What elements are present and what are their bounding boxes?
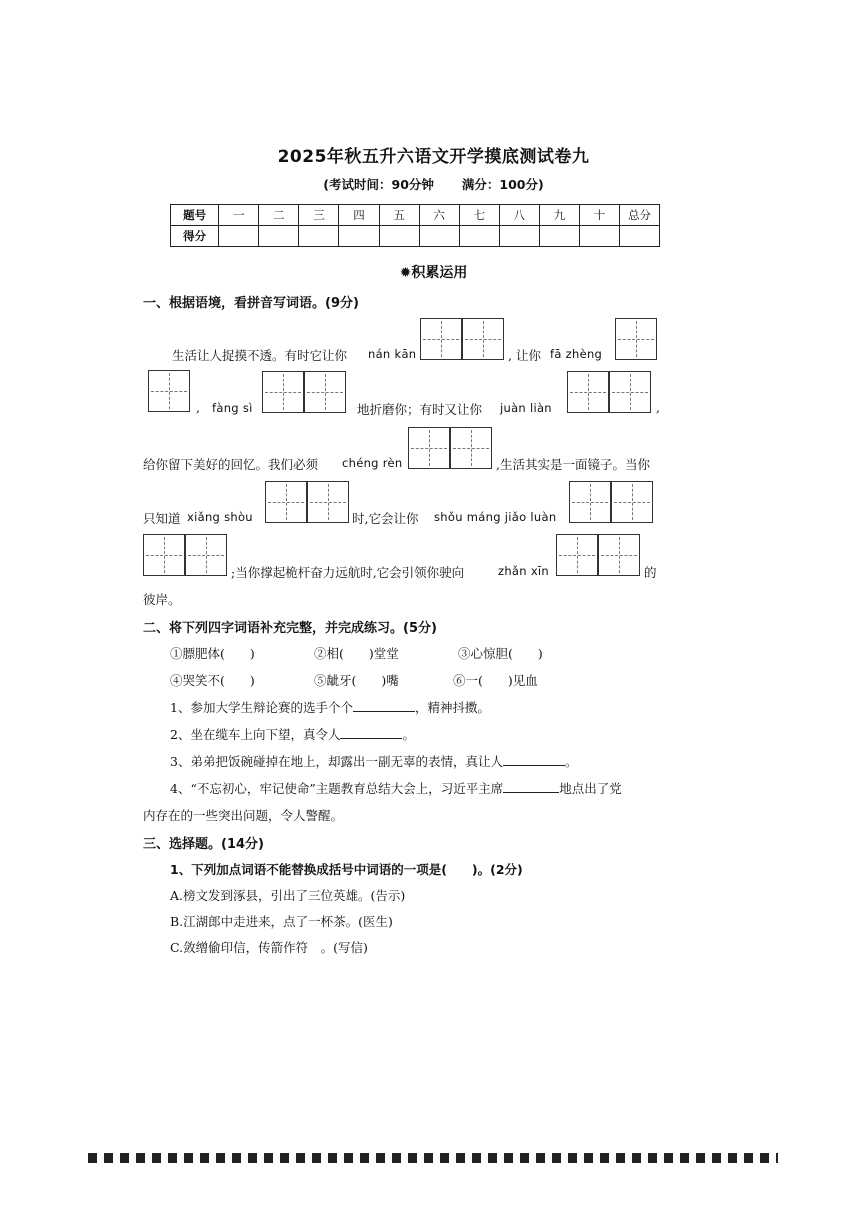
char-box[interactable]: [615, 318, 657, 360]
char-box[interactable]: [462, 318, 504, 360]
idiom-item: ①膘肥体( ): [170, 646, 255, 661]
q1-line5-text-b: 的: [644, 565, 657, 580]
sentence-text: 2、坐在缆车上向下望，真令人: [170, 727, 341, 742]
q1-line6-text: 彼岸。: [143, 592, 181, 607]
score-table: [170, 204, 660, 247]
q2-heading: 二、将下列四字词语补充完整，并完成练习。(5分): [143, 621, 437, 636]
char-box[interactable]: [408, 427, 450, 469]
exam-time: (考试时间：90分钟: [323, 177, 434, 192]
char-box[interactable]: [609, 371, 651, 413]
q1-line4-text: 只知道: [143, 511, 181, 526]
sentence-text: 地点出了党: [559, 781, 622, 796]
score-cell: 题号: [171, 205, 219, 226]
exam-full-score: 满分：100分): [461, 177, 544, 192]
q1-line3-text-b: ,生活其实是一面镜子。当你: [496, 457, 650, 472]
char-box[interactable]: [143, 534, 185, 576]
score-input-cell[interactable]: [379, 226, 419, 247]
sentence-text: ，精神抖擞。: [414, 700, 490, 715]
char-box[interactable]: [611, 481, 653, 523]
q1-line4-text-b: 时,它会让你: [352, 511, 419, 526]
pinyin-xiangshou: xiǎng shòu: [187, 510, 253, 524]
q2-sentence-4: [170, 779, 622, 797]
q1-line1-text: 生活让人捉摸不透。有时它让你: [172, 348, 348, 363]
char-box[interactable]: [265, 481, 307, 523]
pinyin-chengren: chéng rèn: [342, 456, 403, 470]
q1-line2-text: ,: [196, 400, 200, 415]
score-cell: 七: [459, 205, 499, 226]
pinyin-fangsi: fàng sì: [212, 401, 253, 415]
exam-subtitle: [0, 175, 867, 193]
char-box[interactable]: [556, 534, 598, 576]
option-a[interactable]: A.榜文发到涿县，引出了三位英雄。(告示): [170, 888, 406, 903]
score-table-score-row: [171, 226, 660, 247]
sentence-text: 3、弟弟把饭碗碰掉在地上，却露出一副无辜的表情，真让人: [170, 754, 503, 769]
answer-blank[interactable]: [353, 698, 415, 712]
score-cell: 五: [379, 205, 419, 226]
idiom-item: ④哭笑不( ): [170, 673, 255, 688]
score-input-cell[interactable]: [459, 226, 499, 247]
q1-line2-text-c: ,: [656, 400, 660, 415]
score-input-cell[interactable]: [539, 226, 579, 247]
score-input-cell[interactable]: [299, 226, 339, 247]
sentence-text: 。: [564, 754, 578, 769]
answer-blank[interactable]: [503, 779, 559, 793]
score-table-header-row: [171, 205, 660, 226]
sentence-text: 。: [402, 727, 415, 742]
score-input-cell[interactable]: [339, 226, 379, 247]
char-box[interactable]: [148, 370, 190, 412]
idiom-item: ③心惊胆( ): [458, 646, 543, 661]
pinyin-nankan: nán kān: [368, 347, 417, 361]
section-title: ✹积累运用: [399, 265, 468, 281]
score-cell: 十: [579, 205, 619, 226]
q1-line1-text-b: , 让你: [508, 348, 541, 363]
q1-heading: 一、根据语境，看拼音写词语。(9分): [143, 296, 359, 311]
q1-line2-text-b: 地折磨你；有时又让你: [357, 402, 483, 417]
char-box[interactable]: [307, 481, 349, 523]
exam-title: 2025年秋五升六语文开学摸底测试卷九: [277, 147, 590, 167]
score-input-cell[interactable]: [219, 226, 259, 247]
score-cell: 九: [539, 205, 579, 226]
char-box[interactable]: [420, 318, 462, 360]
char-box[interactable]: [450, 427, 492, 469]
score-row-label: 得分: [171, 226, 219, 247]
idiom-item: ⑥一( )见血: [453, 673, 538, 688]
answer-blank[interactable]: [340, 725, 402, 739]
char-box[interactable]: [569, 481, 611, 523]
dashed-footer-line: [88, 1153, 778, 1163]
char-box[interactable]: [185, 534, 227, 576]
score-cell: 六: [419, 205, 459, 226]
score-input-cell[interactable]: [619, 226, 659, 247]
sentence-text: 1、参加大学生辩论赛的选手个个: [170, 700, 353, 715]
pinyin-zhanxin: zhǎn xīn: [498, 564, 550, 578]
score-cell: 三: [299, 205, 339, 226]
score-input-cell[interactable]: [259, 226, 299, 247]
q2-sentence-1: [170, 698, 490, 716]
q1-line5-text: ;当你撑起桅杆奋力远航时,它会引领你驶向: [231, 565, 465, 580]
char-box[interactable]: [262, 371, 304, 413]
q2-sentence-4-cont: 内存在的一些突出问题，令人警醒。: [143, 808, 344, 823]
score-cell: 八: [499, 205, 539, 226]
q2-sentence-2: [170, 725, 415, 743]
option-b[interactable]: B.江湖郎中走进来，点了一杯茶。(医生): [170, 914, 393, 929]
q1-line3-text: 给你留下美好的回忆。我们必须: [143, 457, 319, 472]
pinyin-juanlian: juàn liàn: [500, 401, 552, 415]
char-box[interactable]: [304, 371, 346, 413]
score-cell: 四: [339, 205, 379, 226]
score-cell: 一: [219, 205, 259, 226]
pinyin-fazheng: fā zhèng: [550, 347, 603, 361]
char-box[interactable]: [598, 534, 640, 576]
sentence-text: 4、“不忘初心，牢记使命”主题教育总结大会上，习近平主席: [170, 781, 504, 796]
option-c[interactable]: C.敛缯偷印信，传箭作符 。(写信): [170, 940, 368, 955]
score-cell: 总分: [619, 205, 659, 226]
score-input-cell[interactable]: [499, 226, 539, 247]
score-input-cell[interactable]: [419, 226, 459, 247]
pinyin-shoumang: shǒu máng jiǎo luàn: [434, 510, 557, 524]
char-box[interactable]: [567, 371, 609, 413]
idiom-item: ⑤龇牙( )嘴: [314, 673, 399, 688]
q3-heading: 三、选择题。(14分): [143, 837, 264, 852]
q3-sub1: 1、下列加点词语不能替换成括号中词语的一项是( )。(2分): [170, 862, 523, 877]
score-input-cell[interactable]: [579, 226, 619, 247]
answer-blank[interactable]: [503, 752, 565, 766]
q2-sentence-3: [170, 752, 577, 770]
score-cell: 二: [259, 205, 299, 226]
idiom-item: ②相( )堂堂: [314, 646, 399, 661]
